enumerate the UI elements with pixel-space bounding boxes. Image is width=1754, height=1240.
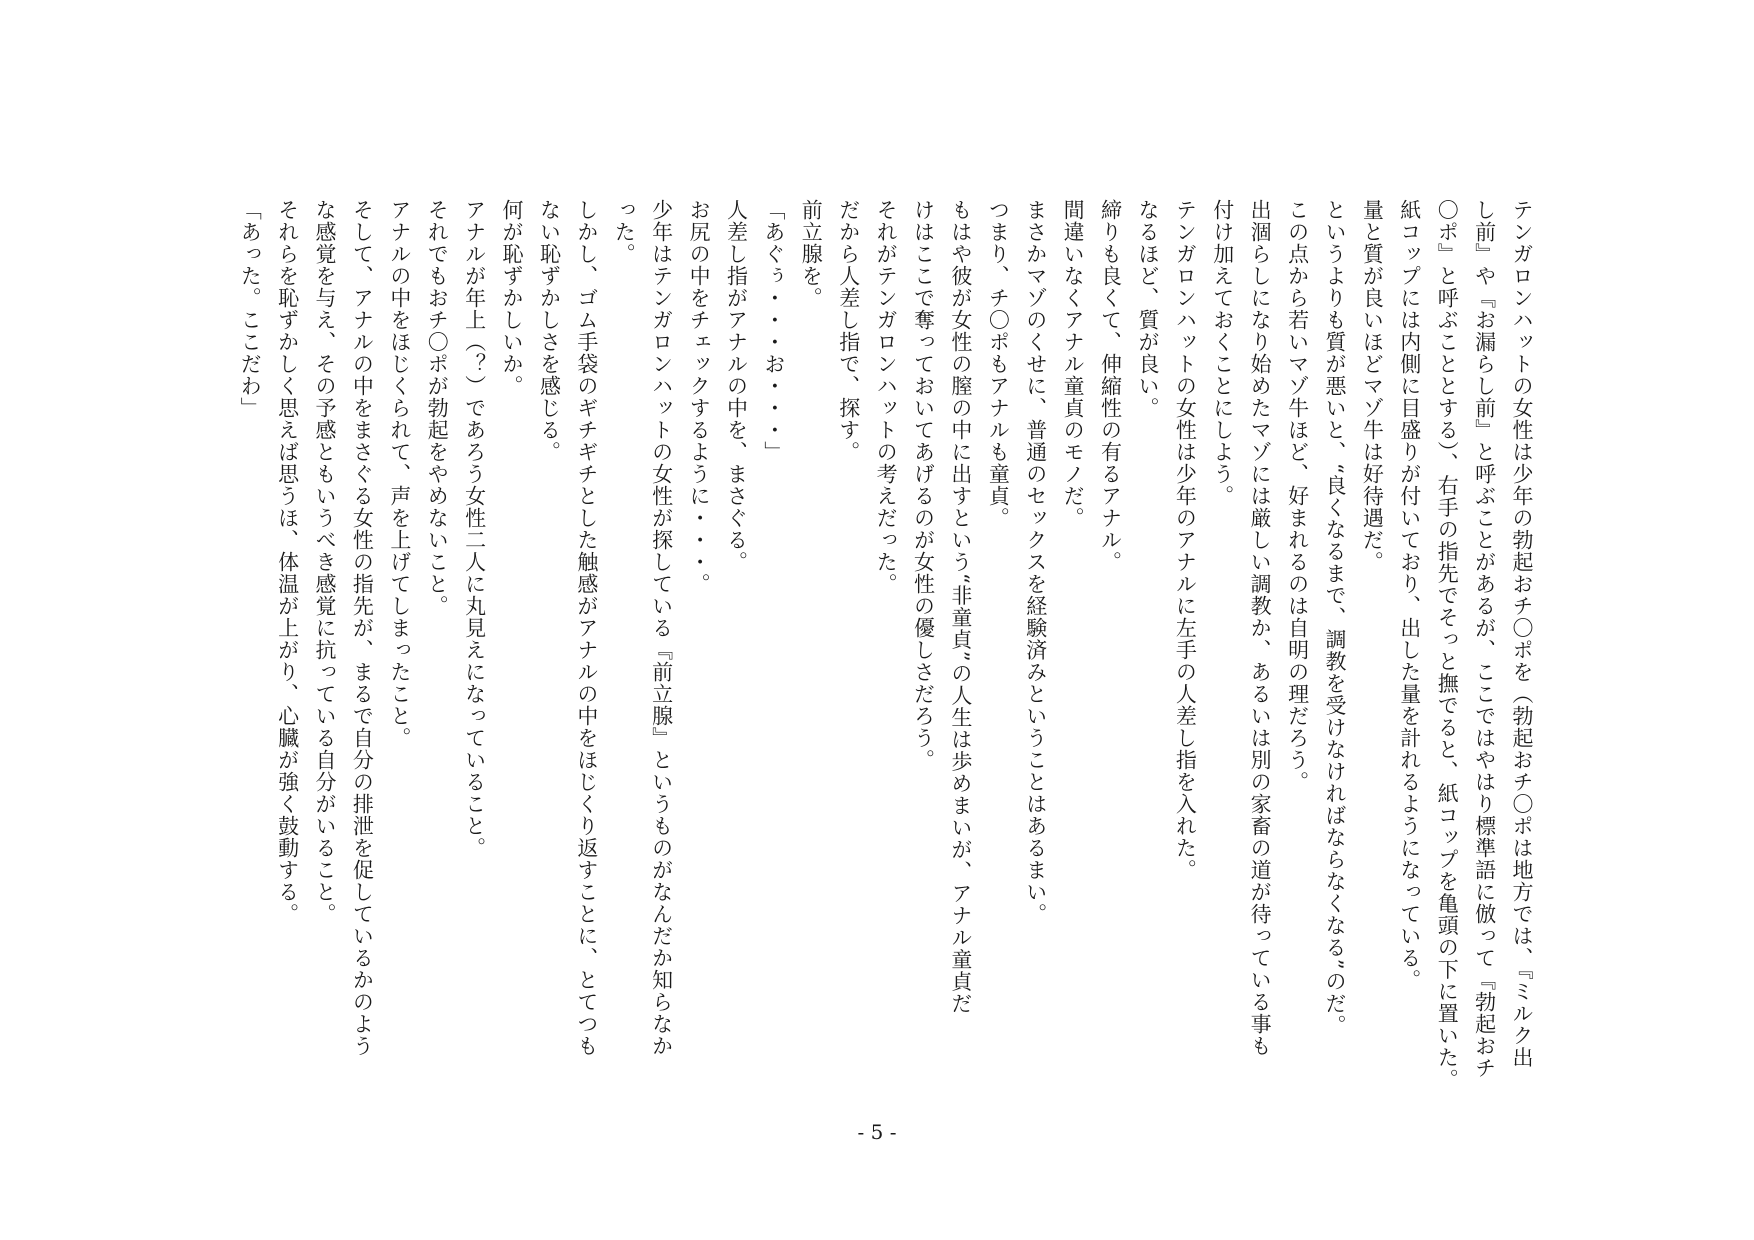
text-line: 締りも良くて、伸縮性の有るアナル。 (1098, 199, 1123, 573)
text-line: し前』や『お漏らし前』と呼ぶことがあるが、ここではやはり標準語に倣って『勃起おチ (1472, 199, 1497, 1079)
text-line: 前立腺を。 (799, 199, 824, 309)
text-line: この点から若いマゾ牛ほど、好まれるのは自明の理だろう。 (1285, 199, 1310, 793)
text-line: 紙コップには内側に目盛りが付いており、出した量を計れるようになっている。 (1397, 199, 1422, 991)
text-line: 「あった。ここだわ」 (238, 199, 263, 419)
text-line: ない恥ずかしさを感じる。 (537, 199, 562, 463)
text-line: それでもおチ〇ポが勃起をやめないこと。 (425, 199, 450, 617)
text-line: けはここで奪っておいてあげるのが女性の優しさだろう。 (911, 199, 936, 771)
text-line: つまり、チ〇ポもアナルも童貞。 (986, 199, 1011, 529)
text-line: なるほど、質が良い。 (1135, 199, 1160, 419)
text-line: 付け加えておくことにしよう。 (1210, 199, 1235, 507)
text-line: それがテンガロンハットの考えだった。 (874, 199, 899, 595)
text-line: お尻の中をチェックするように・・・。 (687, 199, 712, 595)
text-line: もはや彼が女性の膣の中に出すという“非童貞”の人生は歩めまいが、アナル童貞だ (948, 199, 973, 1015)
text-line: だから人差し指で、探す。 (836, 199, 861, 463)
text-line: な感覚を与え、その予感ともいうべき感覚に抗っている自分がいること。 (313, 199, 337, 925)
text-line: アナルが年上（？）であろう女性二人に丸見えになっていること。 (462, 199, 487, 859)
text-line: それらを恥ずかしく思えば思うほ、体温が上がり、心臓が強く鼓動する。 (275, 199, 300, 925)
text-line: しかし、ゴム手袋のギチギチとした触感がアナルの中をほじくり返すことに、とてつも (574, 199, 599, 1057)
text-line: まさかマゾのくせに、普通のセックスを経験済みということはあるまい。 (1023, 199, 1048, 925)
text-line: アナルの中をほじくられて、声を上げてしまったこと。 (387, 199, 412, 749)
text-line: 少年はテンガロンハットの女性が探している『前立腺』というものがなんだか知らなか (649, 199, 674, 1057)
text-line: テンガロンハットの女性は少年のアナルに左手の人差し指を入れた。 (1173, 199, 1198, 881)
text-line: 人差し指がアナルの中を、まさぐる。 (724, 199, 749, 573)
text-line: 何が恥ずかしいか。 (500, 199, 525, 397)
text-line: テンガロンハットの女性は少年の勃起おチ〇ポを（勃起おチ〇ポは地方では、『ミルク出 (1510, 199, 1534, 1069)
text-line: 「あぐぅ・・・お・・・」 (761, 199, 786, 463)
text-line: というよりも質が悪いと、“良くなるまで、調教を受けなければならなくなる”のだ。 (1322, 199, 1347, 1037)
text-line: 〇ポ』と呼ぶこととする）、右手の指先でそっと撫でると、紙コップを亀頭の下に置いた。 (1435, 199, 1460, 1091)
text-line: った。 (612, 199, 637, 265)
text-line: そして、アナルの中をまさぐる女性の指先が、まるで自分の排泄を促しているかのよう (350, 199, 375, 1057)
text-line: 量と質が良いほどマゾ牛は好待遇だ。 (1360, 199, 1385, 573)
text-line: 出涸らしになり始めたマゾには厳しい調教か、あるいは別の家畜の道が待っている事も (1248, 199, 1273, 1057)
text-line: 間違いなくアナル童貞のモノだ。 (1061, 199, 1086, 529)
vertical-text-body (231, 199, 1540, 1119)
page-number: - 5 - (857, 1120, 897, 1144)
